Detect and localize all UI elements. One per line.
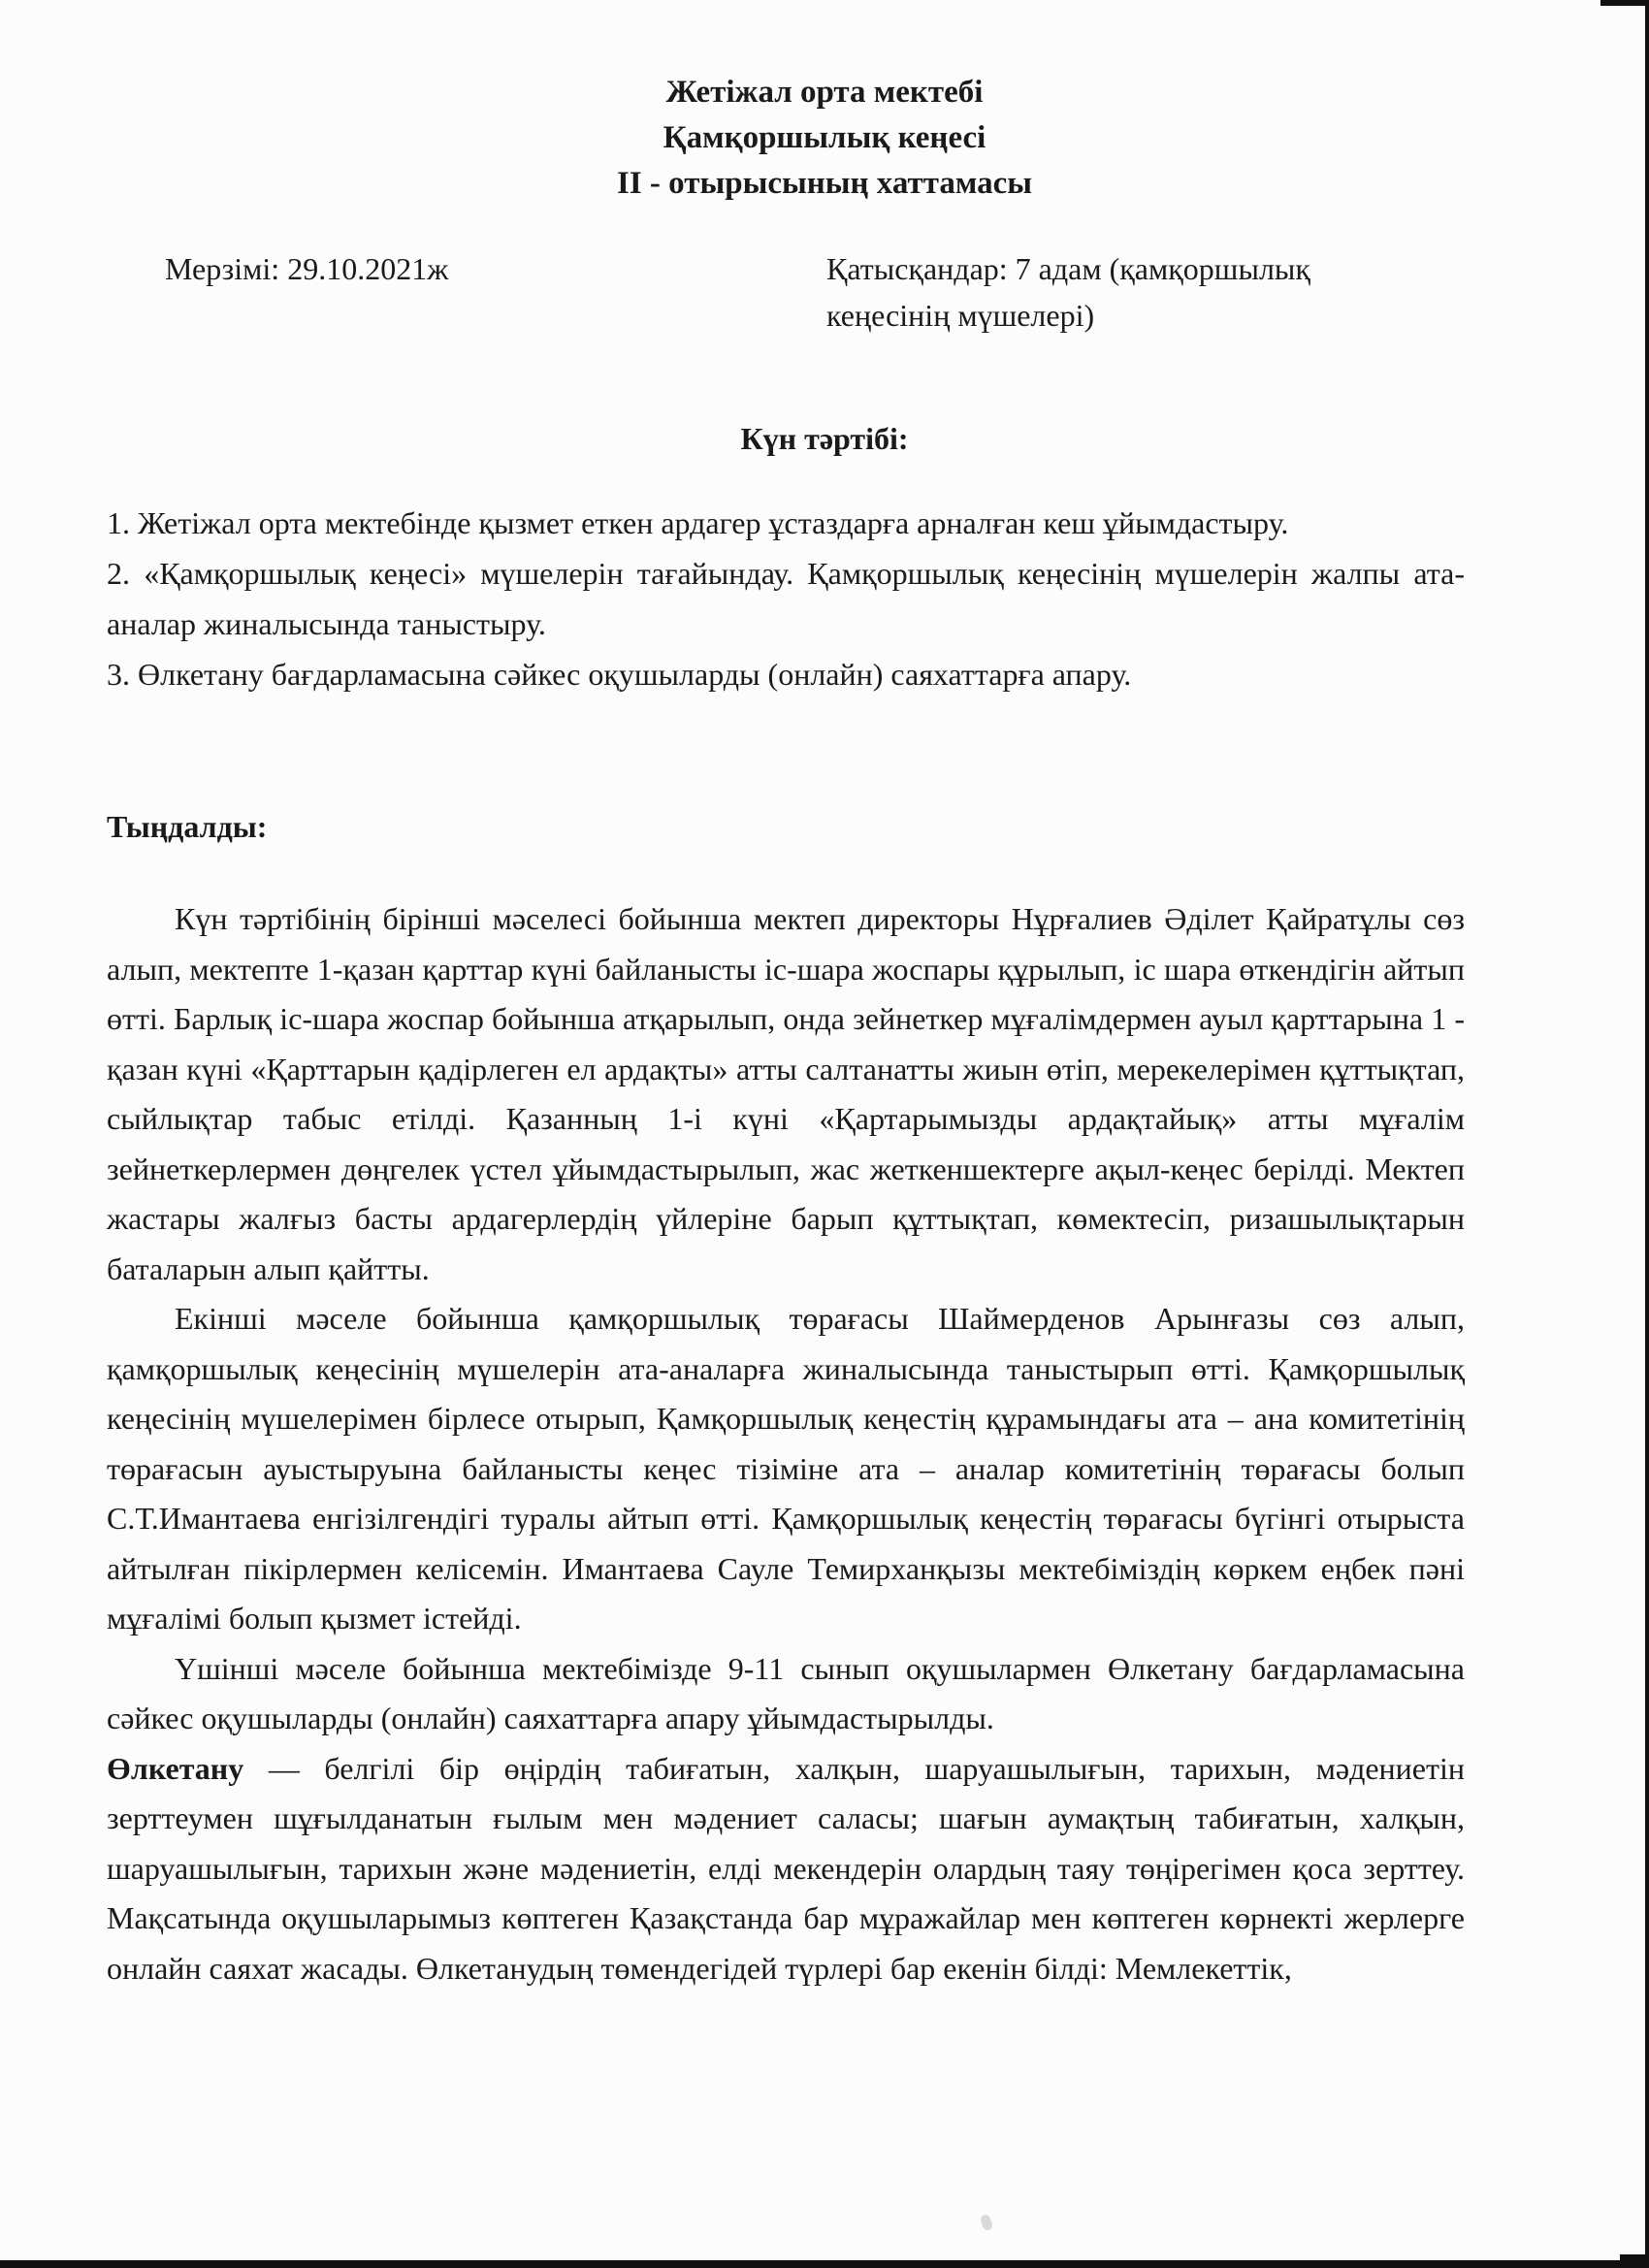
document-header: [0, 70, 1649, 207]
scan-border-bottom: [0, 2260, 1649, 2268]
meeting-date: Мерзімі: 29.10.2021ж: [165, 251, 449, 286]
agenda-item: 1. Жетіжал орта мектебінде қызмет еткен ардагер ұстаздарға арналған кеш ұйымдастыру.: [107, 505, 1289, 540]
scan-artifact: [980, 2214, 994, 2231]
agenda-item: 3. Өлкетану бағдарламасына сәйкес оқушыларды (онлайн) саяхаттарға апару.: [107, 657, 1132, 692]
scan-border-right: [1645, 0, 1649, 2268]
definition-term: Өлкетану: [107, 1750, 244, 1786]
agenda-item: 2. «Қамқоршылық кеңесі» мүшелерін тағайындау. Қамқоршылық кеңесінің мүшелерін жалпы ата-аналар жиналысында таныстыру.: [107, 556, 1465, 641]
paragraph: Екінші мәселе бойынша қамқоршылық төрағасы Шаймерденов Арынғазы сөз алып, қамқоршылық кеңесінің мүшелерін ата-аналарға жиналысында таныстырып өтті. Қамқоршылық кеңесінің мүшелерімен бірлесе отырып, Қамқоршылық кеңестің құрамындағы ата – ана комитетінің төрағасын ауыстыруына байланысты кеңес тізіміне ата – аналар комитетінің төрағасы болып С.Т.Имантаева енгізілгендігі туралы айтып өтті. Қамқоршылық кеңестің төрағасы бүгінгі отырыста айтылған пікірлермен келісемін. Имантаева Сауле Темирханқызы мектебіміздің көркем еңбек пәні мұғалімі болып қызмет істейді.: [107, 1301, 1465, 1636]
participants-line: Қатысқандар: 7 адам (қамқоршылық: [826, 251, 1310, 286]
definition-paragraph: [107, 1744, 1465, 1994]
definition-text: — белгілі бір өңірдің табиғатын, халқын, шаруашылығын, тарихын, мәдениетін зерттеумен шұғылданатын ғылым мен мәдениет саласы; шағын аумақтың табиғатын, халқын, шаруашылығын, тарихын және мәдениетін, елді мекендерін олардың таяу төңірегімен қоса зерттеу. Мақсатында оқушыларымыз көптеген Қазақстанда бар мұражайлар мен көптеген көрнекті жерлерге онлайн саяхат жасады. Өлкетанудың төмендегідей түрлері бар екенін білді: Мемлекеттік,: [107, 1750, 1465, 1986]
protocol-title: ІІ - отырысының хаттамасы: [617, 166, 1032, 201]
scan-border-corner: [1600, 0, 1645, 6]
council-name: Қамқоршылық кеңесі: [663, 120, 986, 155]
minutes-body: [107, 894, 1465, 1993]
school-name: Жетіжал орта мектебі: [665, 75, 984, 110]
participants: [826, 245, 1505, 339]
heard-section-title: Тыңдалды:: [107, 809, 268, 844]
paragraph: Күн тәртібінің бірінші мәселесі бойынша мектеп директоры Нұрғалиев Әділет Қайратұлы сөз алып, мектепте 1-қазан қарттар күні байланысты іс-шара жоспары құрылып, іс шара өткендігін айтып өтті. Барлық іс-шара жоспар бойынша атқарылып, онда зейнеткер мұғалімдермен ауыл қарттарына 1 - қазан күні «Қарттарын қадірлеген ел ардақты» атты салтанатты жиын өтіп, мерекелерімен құттықтап, сыйлықтар табыс етілді. Қазанның 1-і күні «Қартарымызды ардақтайық» атты мұғалім зейнеткерлермен дөңгелек үстел ұйымдастырылып, жас жеткеншектерге ақыл-кеңес берілді. Мектеп жастары жалғыз басты ардагерлердің үйлеріне барып құттықтап, көмектесіп, ризашылықтарын баталарын алып қайтты.: [107, 901, 1465, 1286]
paragraph: Үшінші мәселе бойынша мектебімізде 9-11 сынып оқушылармен Өлкетану бағдарламасына сәйкес оқушыларды (онлайн) саяхаттарға апару ұйымдастырылды.: [107, 1650, 1465, 1735]
scan-border-corner: [1620, 2254, 1649, 2268]
participants-line: кеңесінің мүшелері): [826, 298, 1095, 333]
agenda-title: Күн тәртібі:: [740, 421, 909, 456]
agenda-list: [107, 498, 1465, 699]
